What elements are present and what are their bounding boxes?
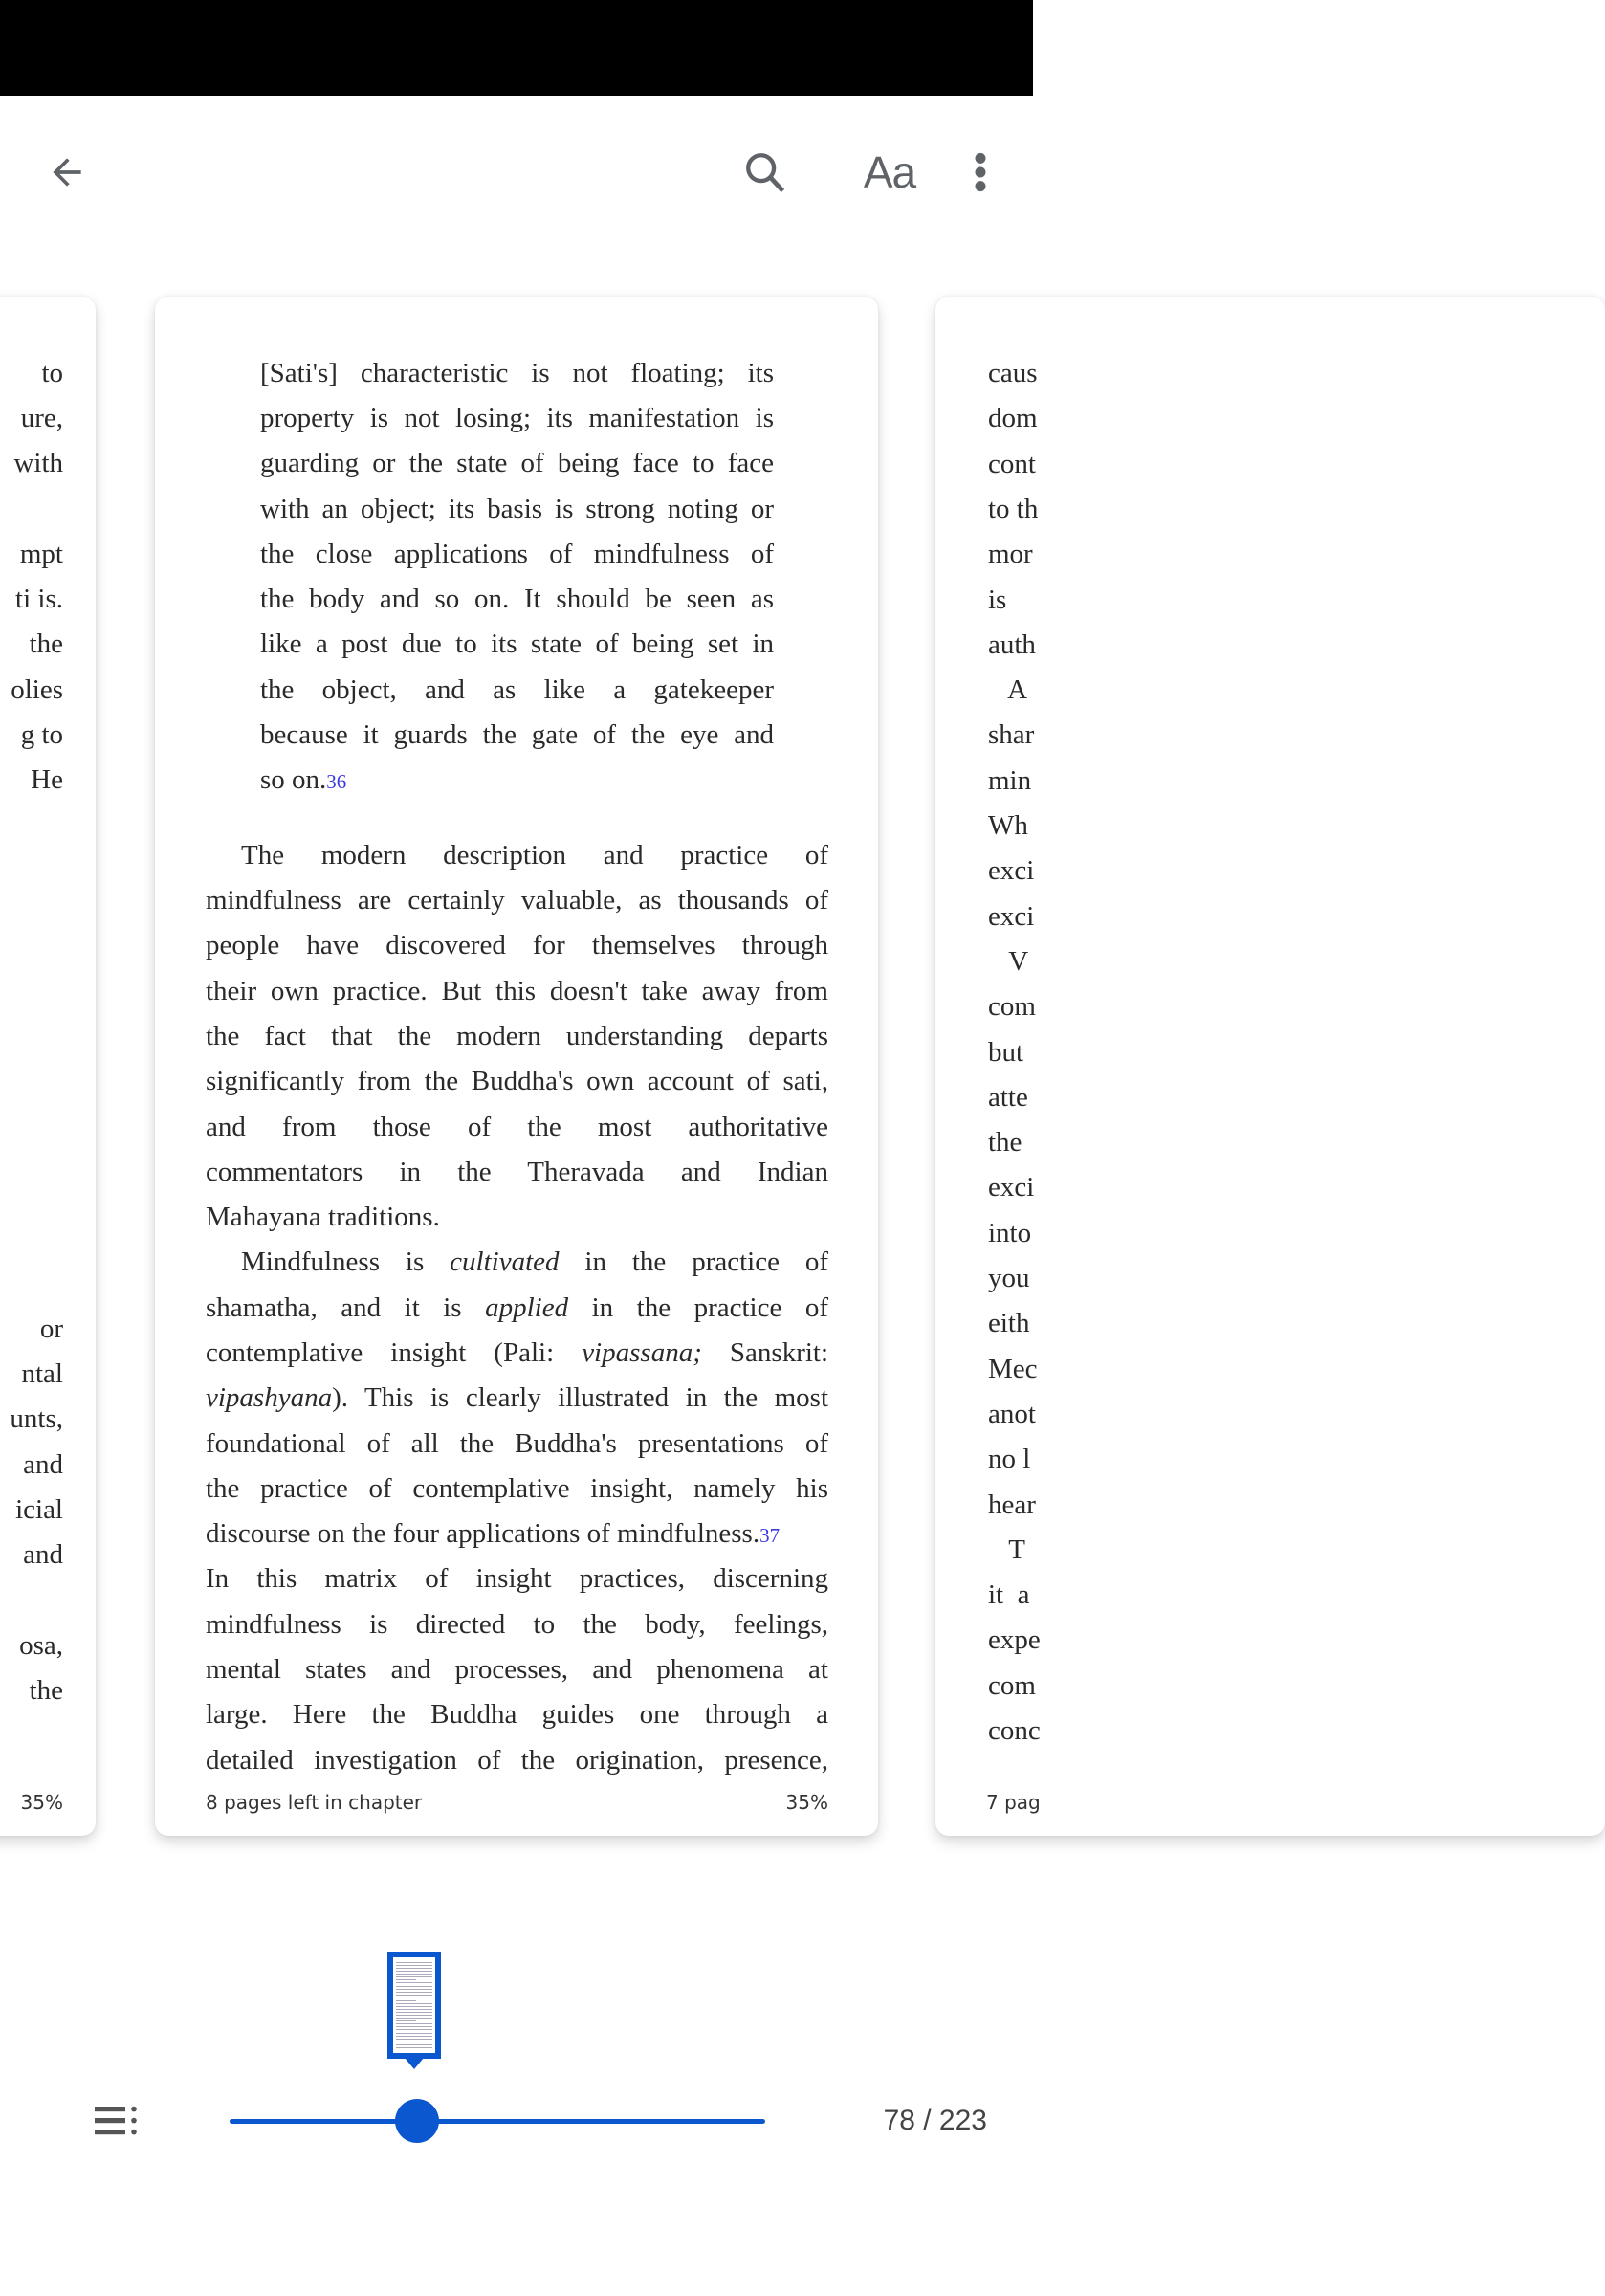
current-page[interactable]	[155, 297, 878, 1836]
text-line: g to	[20, 719, 63, 750]
thumbnail-line	[396, 2018, 432, 2019]
thumbnail-pointer	[405, 2058, 424, 2069]
arrow-left-icon	[46, 151, 88, 193]
text-line: Wh	[988, 810, 1028, 841]
text-line	[206, 1331, 828, 1376]
text-span: discourse on the four applications of mindfulness.	[206, 1518, 760, 1549]
text-line: because it guards the gate of the eye and	[260, 719, 774, 750]
text-line: exci	[988, 1172, 1035, 1203]
back-button[interactable]	[29, 134, 105, 210]
text-line: A	[988, 674, 1028, 706]
text-span: shamatha, and it is	[206, 1292, 462, 1323]
text-line: hear	[988, 1489, 1036, 1520]
thumbnail-line	[396, 1976, 432, 1977]
text-line: shar	[988, 719, 1035, 751]
text-line: mental states and processes, and phenomena at	[206, 1654, 828, 1685]
text-span: Mindfulness is	[241, 1247, 425, 1277]
text-line	[206, 1286, 828, 1331]
page-thumbnail	[387, 1952, 441, 2059]
text-line: mpt	[19, 539, 63, 569]
thumbnail-line	[396, 1979, 416, 1980]
thumbnail-line	[396, 2039, 432, 2040]
page-progress: 35%	[785, 1791, 828, 1814]
thumbnail-line	[396, 2036, 432, 2037]
text-line	[206, 1240, 828, 1285]
previous-page[interactable]	[0, 297, 96, 1836]
thumbnail-line	[396, 1995, 432, 1996]
text-span: Sanskrit:	[729, 1337, 829, 1368]
text-line: T	[988, 1534, 1025, 1565]
text-line: you	[988, 1263, 1030, 1293]
page-count: 78 / 223	[883, 2105, 987, 2136]
text-line	[206, 1376, 828, 1421]
emphasis: vipassana;	[582, 1337, 702, 1368]
font-settings-button[interactable]: Aa	[863, 147, 916, 197]
text-line: into	[988, 1217, 1032, 1248]
text-line: the body and so on. It should be seen as	[260, 584, 774, 614]
text-line: with an object; its basis is strong noting or	[260, 494, 774, 524]
text-line: their own practice. But this doesn't take away from	[206, 976, 828, 1006]
thumbnail-content	[393, 1957, 435, 2053]
thumbnail-line	[396, 1986, 432, 1987]
thumbnail-line	[396, 1971, 432, 1972]
text-line: He	[31, 764, 63, 795]
text-line: atte	[988, 1081, 1028, 1113]
text-line: the close applications of mindfulness of	[260, 539, 774, 569]
thumbnail-line	[396, 2009, 432, 2010]
text-span: in the practice of	[584, 1247, 829, 1277]
text-line: unts,	[10, 1403, 63, 1434]
thumbnail-line	[396, 2020, 416, 2021]
thumbnail-line	[396, 2000, 416, 2001]
thumbnail-line	[396, 1962, 432, 1963]
text-line: ure,	[20, 403, 63, 433]
text-line: no l	[988, 1444, 1031, 1475]
text-line: it a	[988, 1579, 1030, 1611]
search-icon	[740, 147, 790, 197]
text-line: people have discovered for themselves through	[206, 930, 828, 960]
text-line: The modern description and practice of	[241, 840, 828, 871]
footnote-link-36[interactable]: 36	[326, 770, 347, 793]
text-line: com	[988, 1669, 1036, 1701]
text-line: and	[23, 1449, 63, 1480]
text-line: mor	[988, 539, 1033, 570]
table-of-contents-button[interactable]	[84, 2087, 151, 2154]
text-line: Mec	[988, 1353, 1038, 1384]
text-line: expe	[988, 1624, 1041, 1656]
thumbnail-line	[396, 2044, 432, 2045]
text-line: significantly from the Buddha's own account of sati,	[206, 1066, 828, 1096]
text-line: the	[988, 1127, 1022, 1159]
text-line: caus	[988, 358, 1038, 388]
text-line: to th	[988, 493, 1039, 524]
text-line: commentators in the Theravada and Indian	[206, 1157, 828, 1187]
slider-track[interactable]	[230, 2119, 765, 2124]
thumbnail-line	[396, 2047, 432, 2048]
emphasis: cultivated	[450, 1247, 560, 1277]
text-line: ti is.	[15, 584, 63, 614]
text-line: the object, and as like a gatekeeper	[260, 674, 774, 705]
thumbnail-line	[396, 2012, 432, 2013]
emphasis: vipashyana	[206, 1382, 333, 1413]
footnote-link-37[interactable]: 37	[759, 1524, 781, 1547]
text-line: icial	[15, 1494, 63, 1525]
text-line: auth	[988, 629, 1036, 660]
thumbnail-line	[396, 1974, 432, 1975]
emphasis: applied	[485, 1292, 569, 1323]
text-line: property is not losing; its manifestation is	[260, 403, 774, 433]
text-line: the	[29, 1675, 63, 1706]
text-line: conc	[988, 1715, 1041, 1746]
text-line: to	[41, 358, 63, 388]
text-line	[206, 1512, 982, 1556]
text-line: and	[23, 1539, 63, 1570]
slider-handle[interactable]	[395, 2099, 439, 2143]
text-line: foundational of all the Buddha's presentations of	[206, 1428, 828, 1459]
text-span: so on.	[260, 764, 327, 795]
text-line: mindfulness are certainly valuable, as thousands of	[206, 885, 828, 916]
text-line: min	[988, 764, 1032, 796]
text-line: detailed investigation of the origination, presence,	[206, 1745, 828, 1776]
status-bar	[0, 0, 1033, 96]
text-line: and from those of the most authoritative	[206, 1112, 828, 1142]
text-line: guarding or the state of being face to face	[260, 448, 774, 478]
text-line: mindfulness is directed to the body, feelings,	[206, 1609, 828, 1640]
text-line: or	[39, 1314, 63, 1344]
text-span: ). This is clearly illustrated in the most	[332, 1382, 828, 1413]
thumbnail-line	[396, 1965, 432, 1966]
text-line: olies	[11, 674, 63, 705]
app-bar	[0, 96, 1033, 249]
thumbnail-line	[396, 2023, 432, 2024]
thumbnail-line	[396, 2033, 432, 2034]
chapter-remaining: 7 pag	[986, 1791, 1041, 1814]
text-span: contemplative insight (Pali:	[206, 1337, 555, 1368]
thumbnail-line	[396, 1989, 432, 1990]
text-line: large. Here the Buddha guides one through a	[206, 1699, 828, 1730]
text-line: with	[13, 448, 63, 478]
more-options-button[interactable]	[956, 134, 1004, 210]
thumbnail-line	[396, 2003, 432, 2004]
text-line: anot	[988, 1398, 1036, 1429]
thumbnail-line	[396, 1992, 432, 1993]
more-vertical-icon	[973, 151, 988, 193]
text-line: exci	[988, 900, 1035, 932]
page-progress: 35%	[20, 1791, 63, 1814]
text-line: like a post due to its state of being set in	[260, 629, 774, 659]
text-span: in the practice of	[591, 1292, 828, 1323]
text-line: cont	[988, 448, 1036, 479]
next-page[interactable]	[935, 297, 1605, 1836]
search-button[interactable]	[725, 134, 805, 210]
text-line: but	[988, 1036, 1024, 1068]
text-line	[260, 758, 774, 803]
text-line: eith	[988, 1308, 1030, 1339]
text-line: Mahayana traditions.	[206, 1202, 440, 1232]
text-line: com	[988, 991, 1036, 1023]
page-slider[interactable]	[230, 2097, 765, 2145]
text-line: exci	[988, 855, 1035, 887]
text-line: V	[988, 945, 1029, 977]
text-line: In this matrix of insight practices, discerning	[206, 1563, 828, 1594]
table-of-contents-icon	[95, 2105, 141, 2137]
text-line: the	[29, 629, 63, 659]
thumbnail-line	[396, 2015, 432, 2016]
text-line: the practice of contemplative insight, namely his	[206, 1473, 828, 1504]
thumbnail-line	[396, 2026, 432, 2027]
thumbnail-line	[396, 1982, 432, 1983]
text-line: dom	[988, 403, 1038, 434]
text-line: the fact that the modern understanding departs	[206, 1021, 828, 1051]
thumbnail-line	[396, 1968, 432, 1969]
thumbnail-line	[396, 2029, 432, 2030]
text-line: ntal	[21, 1358, 63, 1389]
text-line: [Sati's] characteristic is not floating; its	[260, 358, 774, 388]
chapter-remaining: 8 pages left in chapter	[206, 1791, 423, 1814]
thumbnail-line	[396, 2006, 432, 2007]
text-line: osa,	[19, 1630, 63, 1661]
text-line: is	[988, 584, 1007, 615]
